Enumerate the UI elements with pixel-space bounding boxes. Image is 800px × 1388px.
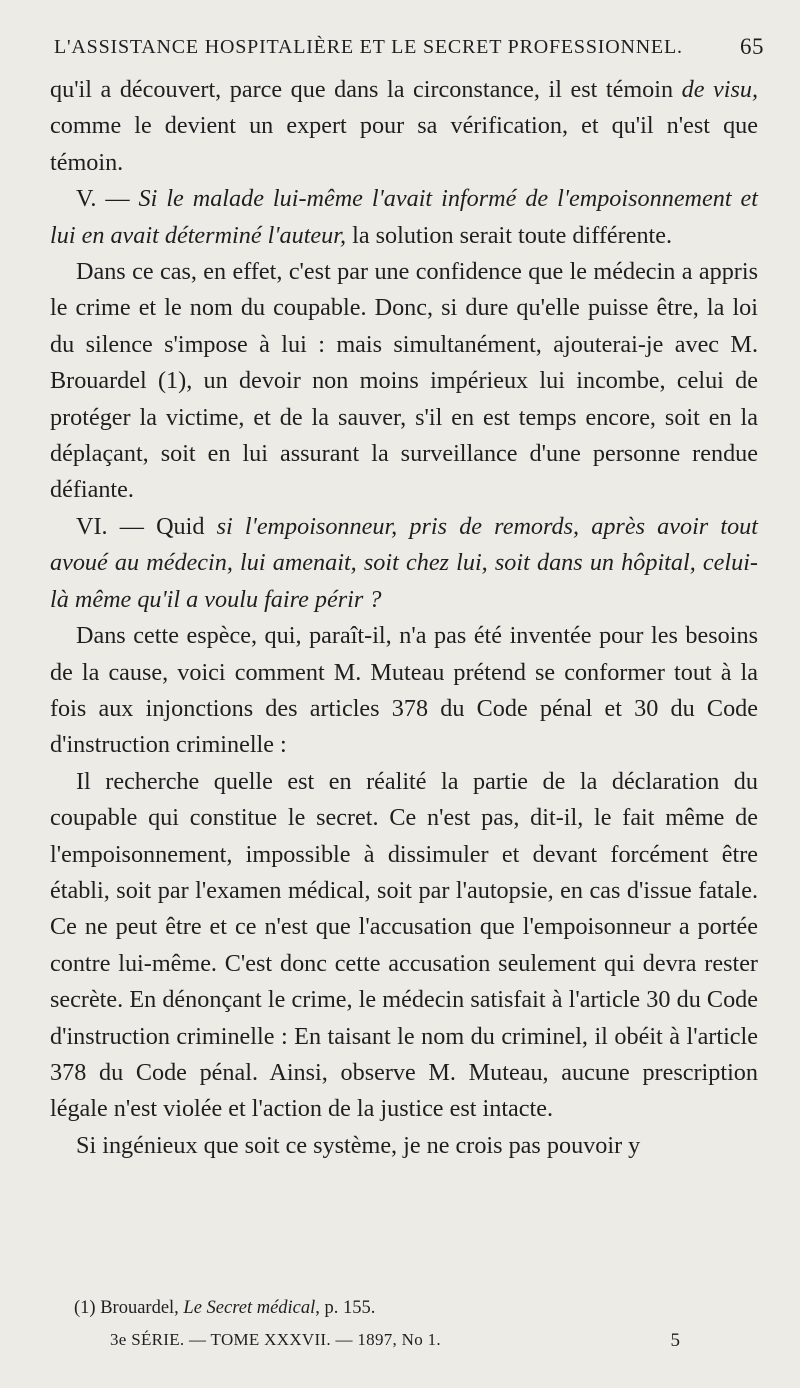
footnote-title: Le Secret médical xyxy=(183,1298,316,1318)
page-number: 65 xyxy=(740,34,764,59)
p4-italic-1: si l'empoisonneur, pris de remords, après avoir tout avoué au médecin, lui amenait, soit chez lui, soit dans un hôpital, celui-là même qu'il a voulu faire périr ? xyxy=(50,512,758,613)
paragraph-6: Il recherche quelle est en réalité la partie de la déclaration du coupable qui constitue le secret. Ce n'est pas, dit-il, le fait même de l'empoisonnement, impossible à dissimuler et devant forcément être établi, soit par l'examen médical, soit par l'autopsie, en cas d'issue fatale. Ce ne peut être et ce n'est que l'accusation que l'empoisonneur a portée contre lui-même. C'est donc cette accusation seulement qui devra rester secrète. En dénonçant le crime, le médecin satisfait à l'article 30 du Code d'instruction criminelle : En taisant le nom du criminel, il obéit à l'article 378 du Code pénal. Ainsi, observe M. Muteau, aucune prescription légale n'est violée et l'action de la justice est intacte. xyxy=(50,767,758,1123)
paragraph-3: Dans ce cas, en effet, c'est par une confidence que le médecin a appris le crime et le nom du coupable. Donc, si dure qu'elle puisse être, la loi du silence s'impose à lui : mais simultanément, ajouterai-je avec M. Brouardel (1), un devoir non moins impérieux lui incombe, celui de protéger la victime, et de la sauver, s'il en est temps encore, soit en la déplaçant, soit en lui assurant la surveillance d'une personne rendue défiante. xyxy=(50,258,758,504)
paragraph-7: Si ingénieux que soit ce système, je ne crois pas pouvoir y xyxy=(76,1131,641,1159)
p1-text-1: qu'il a découvert, parce que dans la circonstance, il est témoin xyxy=(50,76,682,103)
p4-text-1: VI. — Quid xyxy=(76,512,217,540)
series-info: 3e SÉRIE. — TOME XXXVII. — 1897, No 1. xyxy=(110,1330,441,1349)
footnote-rest: , p. 155. xyxy=(315,1298,376,1318)
p1-italic-1: de visu, xyxy=(681,76,758,103)
body-text xyxy=(50,72,758,1164)
signature-line xyxy=(110,1330,690,1360)
signature-mark: 5 xyxy=(670,1330,680,1351)
footnote xyxy=(74,1298,714,1319)
p2-italic-1: Si le malade lui-même l'avait informé de l'empoisonnement et lui en avait déterminé l'auteur, xyxy=(50,185,758,249)
footnote-mark: (1) Brouardel, xyxy=(74,1298,184,1318)
p2-text-1: V. — xyxy=(76,185,139,213)
paragraph-5: Dans cette espèce, qui, paraît-il, n'a pas été inventée pour les besoins de la cause, voici comment M. Muteau prétend se conformer tout à la fois aux injonctions des articles 378 du Code pénal et 30 du Code d'instruction criminelle : xyxy=(50,622,758,759)
paragraph-2 xyxy=(50,181,758,254)
p1-text-2: comme le devient un expert pour sa vérification, et qu'il n'est que témoin. xyxy=(50,112,758,176)
running-title: L'ASSISTANCE HOSPITALIÈRE ET LE SECRET PROFESSIONNEL. xyxy=(54,36,683,58)
paragraph-1 xyxy=(50,72,758,181)
paragraph-4 xyxy=(50,509,758,618)
running-header xyxy=(54,36,770,68)
p2-text-2: la solution serait toute différente. xyxy=(346,221,673,249)
